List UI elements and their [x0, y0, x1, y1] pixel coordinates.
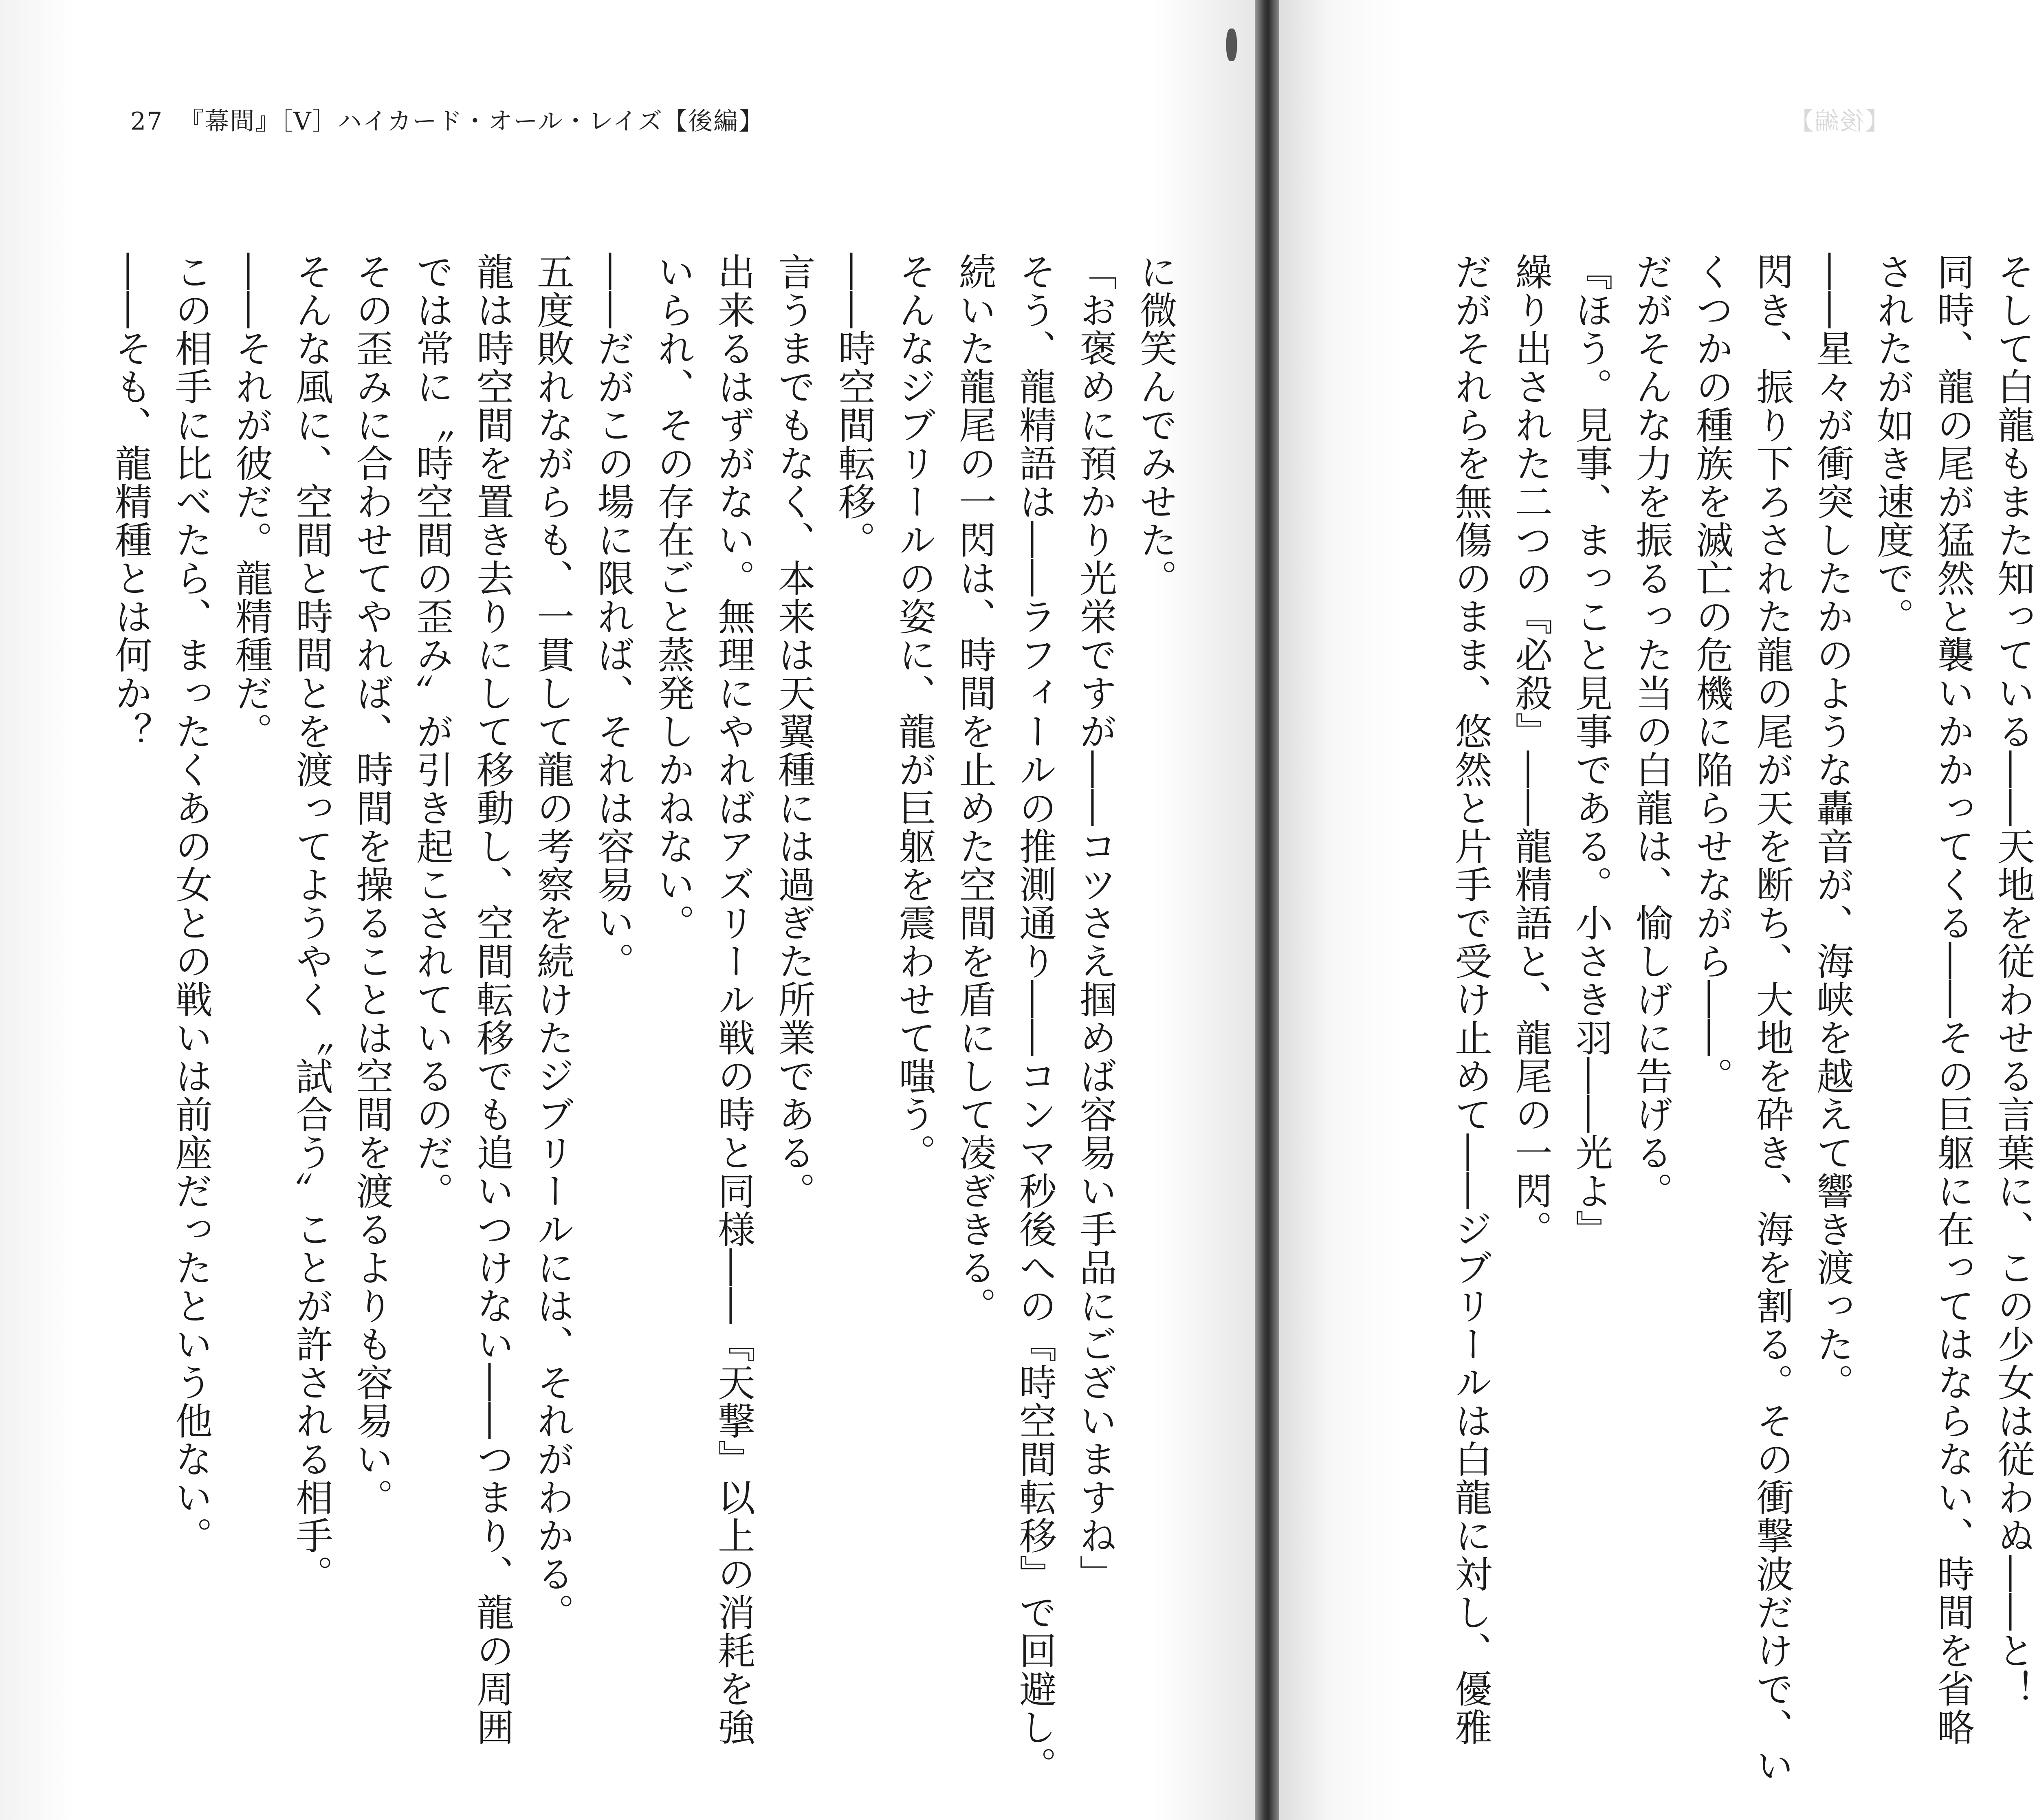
text-line: いられ、その存在ごと蒸発しかねない。 [651, 253, 695, 942]
text-line: 閃き、振り下ろされた龍の尾が天を断ち、大地を砕き、海を割る。その衝撃波だけで、い [1750, 253, 1794, 1785]
right-page [1279, 0, 2037, 1820]
text-line: 続いた龍尾の一閃は、時間を止めた空間を盾にして凌ぎきる。 [953, 253, 997, 1325]
text-line: 言うまでもなく、本来は天翼種には過ぎた所業である。 [772, 253, 816, 1210]
text-line: ――星々が衝突したかのような轟音が、海峡を越えて響き渡った。 [1810, 253, 1854, 1402]
text-line: 繰り出された二つの『必殺』――龍精語と、龍尾の一閃。 [1509, 253, 1553, 1248]
text-line: だがそんな力を振るった当の白龍は、愉しげに告げる。 [1630, 253, 1673, 1210]
text-line: だがそれらを無傷のまま、悠然と片手で受け止めて――ジブリールは白龍に対し、優雅 [1449, 253, 1492, 1746]
text-line: その歪みに合わせてやれば、時間を操ることは空間を渡るよりも容易い。 [350, 253, 394, 1516]
text-line: くつかの種族を滅亡の危機に陥らせながら――。 [1690, 253, 1733, 1095]
text-line: そんなジブリールの姿に、龍が巨躯を震わせて嗤う。 [893, 253, 936, 1172]
text-line: そして白龍もまた知っている――天地を従わせる言葉に、この少女は従わぬ――と！ [1991, 253, 2035, 1708]
text-line: ――時空間転移。 [832, 253, 876, 559]
text-line: に微笑んでみせた。 [1134, 253, 1177, 597]
bleed-through-header: 【後編】 [1788, 107, 1890, 136]
left-running-header: 『幕間』［V］ハイカード・オール・レイズ【後編】 [179, 107, 764, 136]
text-line: そう、龍精語は――ラフィールの推測通り――コンマ秒後への『時空間転移』で回避し。 [1013, 253, 1057, 1785]
text-line: 五度敗れながらも、一貫して龍の考察を続けたジブリールには、それがわかる。 [531, 253, 574, 1631]
text-line: ――だがこの場に限れば、それは容易い。 [591, 253, 635, 980]
text-line: 『ほう。見事、まっこと見事である。小さき羽――光よ』 [1569, 253, 1613, 1248]
text-line: 「お褒めに預かり光栄ですが――コツさえ掴めば容易い手品にございますね」 [1073, 253, 1117, 1593]
text-line: 龍は時空間を置き去りにして移動し、空間転移でも追いつけない――つまり、龍の周囲 [471, 253, 514, 1746]
text-line: されたが如き速度で。 [1871, 253, 1914, 636]
text-line: ――それが彼だ。龍精種だ。 [229, 253, 273, 750]
book-gutter [1255, 0, 1279, 1820]
left-page-number: 27 [130, 107, 163, 136]
left-page-header [130, 102, 764, 137]
text-line: ――そも、龍精種とは何か？ [109, 253, 152, 750]
text-line: では常に〝時空間の歪み〟が引き起こされているのだ。 [410, 253, 454, 1210]
text-line: そんな風に、空間と時間とを渡ってようやく〝試合う〟ことが許される相手。 [290, 253, 333, 1593]
right-page-body [1419, 253, 2037, 1785]
left-page-body [109, 253, 1186, 1785]
text-line: この相手に比べたら、まったくあの女との戦いは前座だったという他ない。 [169, 253, 213, 1555]
binding-thread-mark [1226, 29, 1237, 61]
text-line: 同時、龍の尾が猛然と襲いかかってくる――その巨躯に在ってはならない、時間を省略 [1931, 253, 1975, 1746]
text-line: 出来るはずがない。無理にやればアズリール戦の時と同様――『天撃』以上の消耗を強 [712, 253, 755, 1746]
